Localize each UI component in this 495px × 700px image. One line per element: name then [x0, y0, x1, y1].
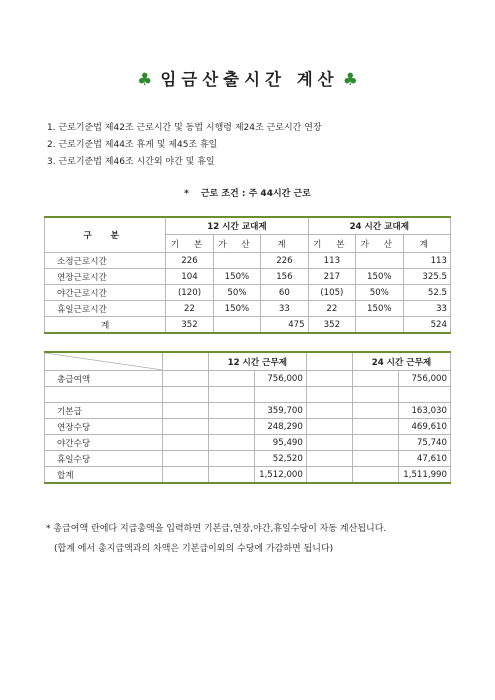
empty-cell — [306, 403, 352, 419]
group-header-12h: 12 시간 근무제 — [208, 352, 306, 371]
cell: 47,610 — [399, 451, 451, 467]
empty-cell — [352, 387, 398, 403]
empty-cell — [162, 371, 208, 387]
sub-header: 계 — [261, 235, 308, 253]
cell[interactable]: 226 — [166, 253, 213, 269]
cell — [399, 387, 451, 403]
empty-cell — [352, 419, 398, 435]
note-line: * 총급여액 란에다 지급총액을 입력하면 기본급,연장,야간,휴일수당이 자동 계산됩니다. — [46, 524, 387, 534]
reference-item: 2. 근로기준법 제44조 휴게 및 제45조 휴일 — [47, 140, 218, 150]
cell[interactable]: (120) — [166, 285, 213, 301]
cell: 95,490 — [254, 435, 306, 451]
empty-cell — [162, 403, 208, 419]
cell[interactable]: 150% — [213, 301, 260, 317]
cell[interactable]: 33 — [261, 301, 308, 317]
empty-cell — [352, 467, 398, 484]
table-row — [45, 371, 451, 387]
cell: 75,740 — [399, 435, 451, 451]
empty-cell — [306, 467, 352, 484]
cell: 352 — [166, 317, 213, 334]
table-row — [45, 387, 451, 403]
spacer-cell — [162, 352, 208, 371]
row-label: 야간수당 — [45, 435, 163, 451]
empty-cell — [306, 387, 352, 403]
empty-cell — [352, 371, 398, 387]
row-label: 휴일수당 — [45, 451, 163, 467]
table-row — [45, 451, 451, 467]
cell[interactable]: 226 — [261, 253, 308, 269]
empty-cell — [208, 419, 254, 435]
empty-cell — [162, 435, 208, 451]
cell: 524 — [403, 317, 450, 334]
group-header-12h: 12 시간 교대제 — [166, 217, 308, 235]
empty-cell — [162, 451, 208, 467]
cell[interactable]: 22 — [166, 301, 213, 317]
table-row-total — [45, 467, 451, 484]
row-label: 합계 — [45, 467, 163, 484]
sub-header: 기 본 — [166, 235, 213, 253]
empty-cell — [162, 387, 208, 403]
cell[interactable]: 150% — [213, 269, 260, 285]
cell — [213, 317, 260, 334]
table-row — [45, 269, 451, 285]
table-row — [45, 253, 451, 269]
total-pay-input-12h[interactable]: 756,000 — [254, 371, 306, 387]
cell[interactable]: 22 — [308, 301, 355, 317]
empty-cell — [306, 451, 352, 467]
club-icon: ♣ — [342, 70, 358, 90]
empty-cell — [352, 451, 398, 467]
cell: 359,700 — [254, 403, 306, 419]
row-label: 휴일근로시간 — [45, 301, 166, 317]
wage-table — [44, 351, 451, 484]
cell[interactable]: 217 — [308, 269, 355, 285]
table-row — [45, 435, 451, 451]
row-label: 연장수당 — [45, 419, 163, 435]
cell: 1,512,000 — [254, 467, 306, 484]
title-text: 임금산출시간 계산 — [160, 70, 339, 89]
row-label: 기본급 — [45, 403, 163, 419]
cell: 52,520 — [254, 451, 306, 467]
footnotes — [46, 519, 386, 559]
asterisk: * — [184, 189, 189, 199]
row-label: 총급여액 — [45, 371, 163, 387]
cell: 1,511,990 — [399, 467, 451, 484]
cell — [356, 317, 403, 334]
empty-cell — [208, 403, 254, 419]
spacer-cell — [306, 352, 352, 371]
diagonal-header-cell — [45, 352, 163, 371]
empty-cell — [162, 419, 208, 435]
legal-references — [47, 120, 322, 171]
empty-cell — [208, 387, 254, 403]
work-condition — [0, 186, 495, 199]
empty-cell — [208, 371, 254, 387]
cell: 248,290 — [254, 419, 306, 435]
condition-text: 근로 조건 : 주 44시간 근로 — [200, 189, 311, 199]
empty-cell — [208, 467, 254, 484]
table-row — [45, 301, 451, 317]
sub-header: 가 산 — [356, 235, 403, 253]
table-row — [45, 419, 451, 435]
hours-table — [44, 216, 451, 334]
cell[interactable] — [356, 253, 403, 269]
cell[interactable]: 150% — [356, 269, 403, 285]
row-label: 야간근로시간 — [45, 285, 166, 301]
sub-header: 기 본 — [308, 235, 355, 253]
cell: 475 — [261, 317, 308, 334]
cell[interactable]: 60 — [261, 285, 308, 301]
cell[interactable]: 33 — [403, 301, 450, 317]
cell[interactable]: 52.5 — [403, 285, 450, 301]
cell[interactable] — [213, 253, 260, 269]
sub-header: 가 산 — [213, 235, 260, 253]
cell: 352 — [308, 317, 355, 334]
cell: 163,030 — [399, 403, 451, 419]
empty-cell — [352, 403, 398, 419]
group-header-24h: 24 시간 교대제 — [308, 217, 450, 235]
club-icon: ♣ — [137, 70, 153, 90]
cell[interactable]: 113 — [308, 253, 355, 269]
cell[interactable]: 325.5 — [403, 269, 450, 285]
cell[interactable]: 113 — [403, 253, 450, 269]
reference-item: 1. 근로기준법 제42조 근로시간 및 동법 시행령 제24조 근로시간 연장 — [47, 123, 322, 133]
group-header-24h: 24 시간 근무제 — [352, 352, 450, 371]
reference-item: 3. 근로기준법 제46조 시간외 야간 및 휴일 — [47, 157, 215, 167]
cell[interactable]: 50% — [213, 285, 260, 301]
cell[interactable]: 156 — [261, 269, 308, 285]
row-label: 소정근로시간 — [45, 253, 166, 269]
empty-cell — [162, 467, 208, 484]
empty-cell — [306, 435, 352, 451]
row-label — [45, 387, 163, 403]
page-title — [0, 66, 495, 90]
empty-cell — [306, 419, 352, 435]
empty-cell — [352, 435, 398, 451]
empty-cell — [306, 371, 352, 387]
note-line: (합계 에서 총지급액과의 차액은 기본급이외의 수당에 가감하면 됩니다) — [54, 544, 334, 554]
table-row — [45, 403, 451, 419]
category-header: 구 분 — [45, 217, 166, 253]
row-label: 연장근로시간 — [45, 269, 166, 285]
table-row — [45, 285, 451, 301]
cell[interactable]: 104 — [166, 269, 213, 285]
empty-cell — [208, 451, 254, 467]
cell — [254, 387, 306, 403]
cell: 469,610 — [399, 419, 451, 435]
cell[interactable]: 150% — [356, 301, 403, 317]
cell[interactable]: (105) — [308, 285, 355, 301]
total-pay-input-24h[interactable]: 756,000 — [399, 371, 451, 387]
row-label: 계 — [45, 317, 166, 334]
empty-cell — [208, 435, 254, 451]
sub-header: 계 — [403, 235, 450, 253]
cell[interactable]: 50% — [356, 285, 403, 301]
table-row-total — [45, 317, 451, 334]
